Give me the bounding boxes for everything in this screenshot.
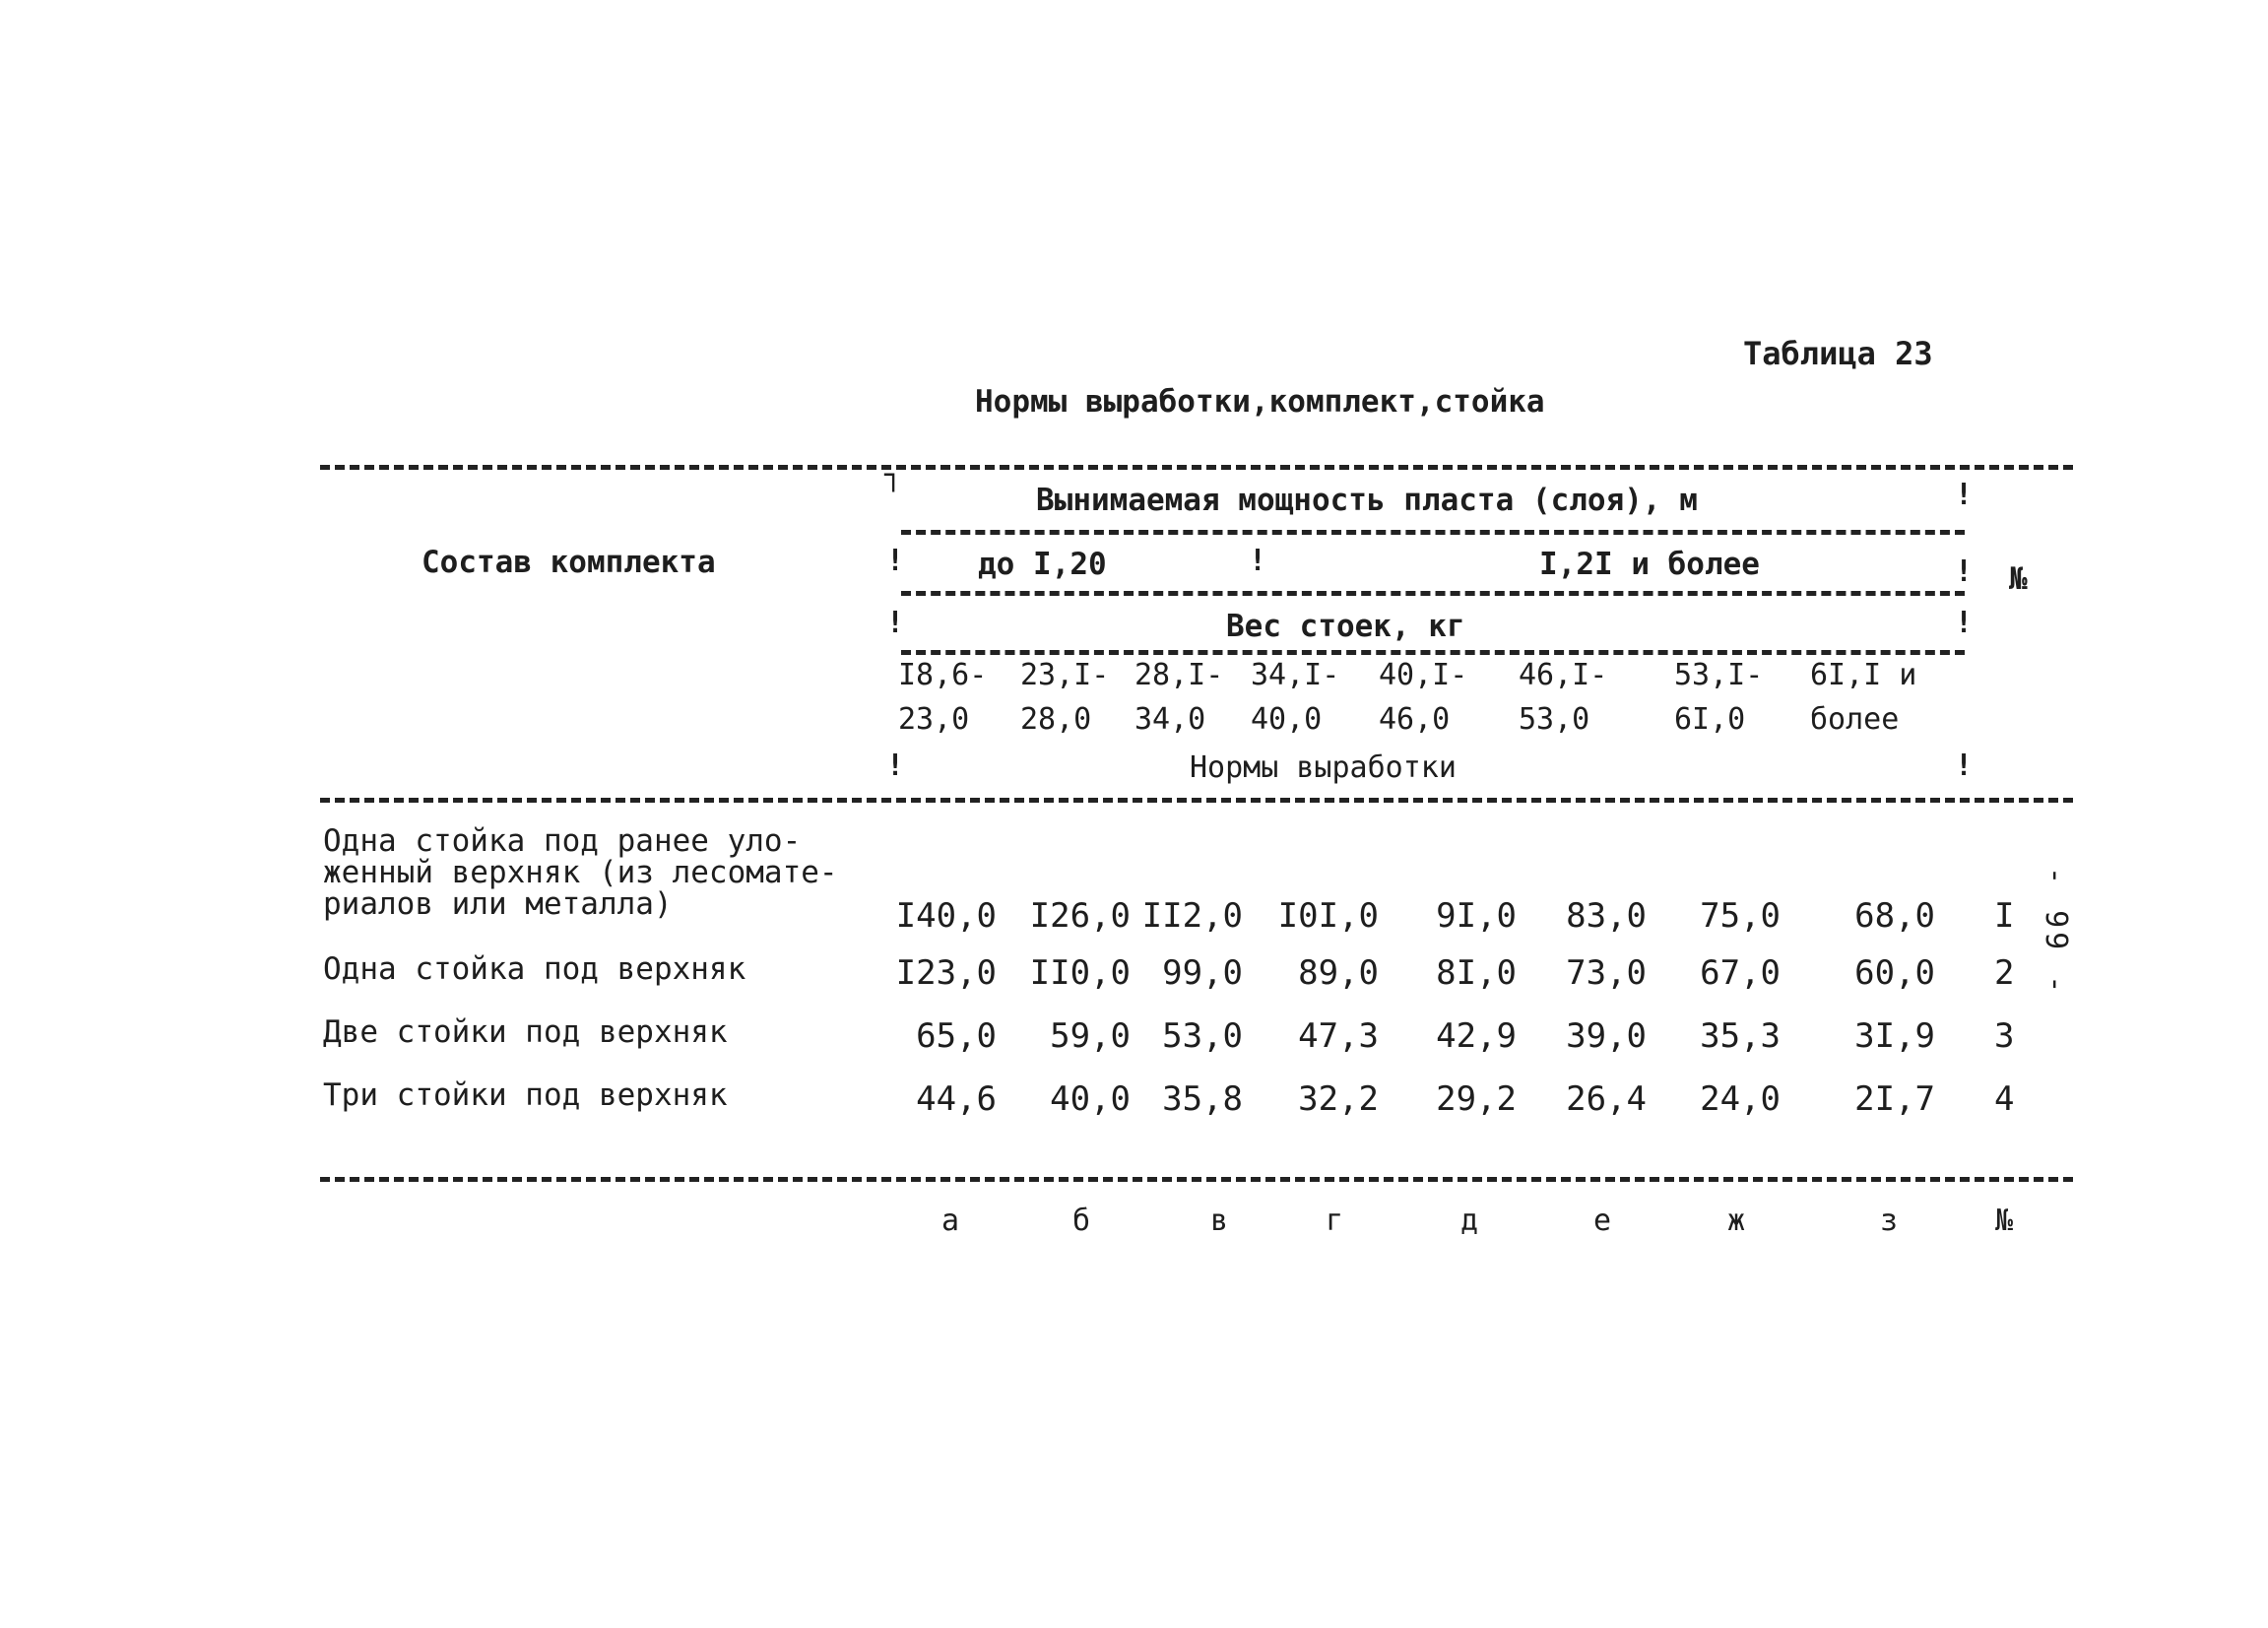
vbar-right: !	[1955, 606, 1974, 640]
table-cell: 65,0	[916, 1016, 997, 1056]
table-cell: 83,0	[1566, 896, 1647, 936]
vbar-left: ┐	[884, 458, 903, 492]
weight-range-to: 53,0	[1519, 702, 1590, 737]
table-cell: 35,8	[1162, 1079, 1243, 1119]
table-cell: 3I,9	[1854, 1016, 1935, 1056]
table-cell: 59,0	[1050, 1016, 1131, 1056]
weight-range-to: 6I,0	[1674, 702, 1746, 737]
row-name	[323, 1079, 728, 1111]
row-name-line: Три стойки под верхняк	[323, 1077, 728, 1113]
row-number: 3	[1994, 1016, 2015, 1056]
table-cell: 60,0	[1854, 953, 1935, 993]
table-cell: 9I,0	[1436, 896, 1517, 936]
weight-range-to: 34,0	[1134, 702, 1206, 737]
header-number: №	[2009, 561, 2028, 597]
column-letter: а	[940, 1204, 960, 1238]
table-cell: 67,0	[1700, 953, 1781, 993]
vbar-left: !	[886, 544, 905, 578]
weight-range-to: 23,0	[898, 702, 970, 737]
table-cell: 40,0	[1050, 1079, 1131, 1119]
column-letter: з	[1879, 1204, 1899, 1238]
rule-header-bottom	[320, 798, 2073, 803]
weight-range-to: более	[1810, 702, 1900, 737]
weight-range-from: 34,I-	[1251, 658, 1340, 692]
vbar-right: !	[1955, 749, 1974, 783]
table-cell: II2,0	[1141, 896, 1243, 936]
row-number: I	[1994, 896, 2015, 936]
table-cell: 39,0	[1566, 1016, 1647, 1056]
table-title: Нормы выработки,комплект,стойка	[975, 384, 1545, 420]
table-cell: 75,0	[1700, 896, 1781, 936]
weight-range-from: I8,6-	[898, 658, 988, 692]
table-cell: 26,4	[1566, 1079, 1647, 1119]
table-cell: 44,6	[916, 1079, 997, 1119]
table-cell: 29,2	[1436, 1079, 1517, 1119]
column-letter: д	[1459, 1204, 1479, 1238]
header-norms: Нормы выработки	[1190, 750, 1457, 785]
weight-range-from: 53,I-	[1674, 658, 1764, 692]
header-more-than: I,2I и более	[1539, 547, 1760, 582]
row-name-line: Одна стойка под верхняк	[323, 951, 746, 987]
table-cell: I26,0	[1029, 896, 1131, 936]
table-cell: 47,3	[1298, 1016, 1379, 1056]
header-composition: Состав комплекта	[421, 545, 716, 580]
header-seam-thickness: Вынимаемая мощность пласта (слоя), м	[1036, 483, 1698, 518]
column-letter: б	[1071, 1204, 1091, 1238]
row-number: 2	[1994, 953, 2015, 993]
weight-range-to: 46,0	[1379, 702, 1451, 737]
header-up-to: до I,20	[978, 547, 1107, 582]
column-letter: ж	[1726, 1204, 1746, 1238]
row-name-line: риалов или металла)	[323, 886, 673, 922]
rule-header-2	[901, 591, 1965, 596]
vbar-left: !	[886, 606, 905, 640]
weight-range-from: 6I,I и	[1810, 658, 1917, 692]
table-cell: 42,9	[1436, 1016, 1517, 1056]
vbar-mid: !	[1249, 544, 1267, 578]
table-cell: 53,0	[1162, 1016, 1243, 1056]
table-cell: I40,0	[895, 896, 997, 936]
column-letter: г	[1325, 1204, 1344, 1238]
table-cell: 99,0	[1162, 953, 1243, 993]
row-name-line: женный верхняк (из лесомате-	[323, 855, 838, 890]
table-cell: II0,0	[1029, 953, 1131, 993]
row-name-line: Две стойки под верхняк	[323, 1014, 728, 1050]
table-cell: I23,0	[895, 953, 997, 993]
vbar-right: !	[1955, 554, 1974, 589]
table-cell: 73,0	[1566, 953, 1647, 993]
row-name	[323, 825, 838, 920]
table-cell: 8I,0	[1436, 953, 1517, 993]
table-cell: 24,0	[1700, 1079, 1781, 1119]
table-cell: 89,0	[1298, 953, 1379, 993]
weight-range-to: 28,0	[1020, 702, 1092, 737]
table-cell: 35,3	[1700, 1016, 1781, 1056]
rule-table-bottom	[320, 1177, 2073, 1182]
weight-range-from: 46,I-	[1519, 658, 1608, 692]
weight-range-to: 40,0	[1251, 702, 1323, 737]
weight-range-from: 23,I-	[1020, 658, 1110, 692]
row-name	[323, 953, 745, 985]
rule-top	[320, 465, 2073, 470]
row-name-line: Одна стойка под ранее уло-	[323, 823, 802, 859]
vbar-right: !	[1955, 478, 1974, 512]
rule-header-3	[901, 650, 1965, 655]
weight-range-from: 40,I-	[1379, 658, 1468, 692]
rule-header-1	[901, 530, 1965, 535]
table-cell: I0I,0	[1277, 896, 1379, 936]
row-number: 4	[1994, 1079, 2015, 1119]
table-label: Таблица 23	[1743, 335, 1933, 372]
column-letter: №	[1994, 1204, 2014, 1238]
column-letter: в	[1209, 1204, 1229, 1238]
weight-range-from: 28,I-	[1134, 658, 1224, 692]
column-letter: е	[1592, 1204, 1612, 1238]
page-number: - 99 -	[2039, 867, 2073, 998]
table-cell: 68,0	[1854, 896, 1935, 936]
row-name	[323, 1016, 728, 1048]
table-cell: 32,2	[1298, 1079, 1379, 1119]
vbar-left: !	[886, 749, 905, 783]
header-weight: Вес стоек, кг	[1226, 609, 1465, 644]
table-cell: 2I,7	[1854, 1079, 1935, 1119]
